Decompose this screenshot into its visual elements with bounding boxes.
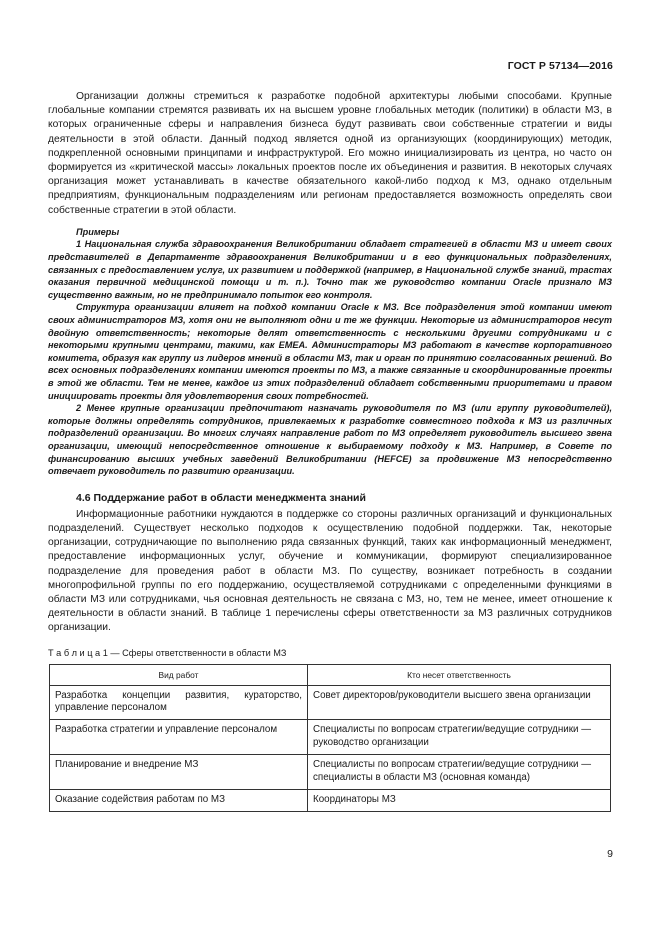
section-heading: 4.6 Поддержание работ в области менеджмента знаний — [76, 491, 366, 504]
table-cell: Специалисты по вопросам стратегии/ведущие сотрудники — руководство организации — [308, 720, 611, 755]
table-cell: Разработка концепции развития, кураторство, управление персоналом — [50, 685, 308, 720]
page-content — [48, 90, 612, 812]
table-row — [50, 685, 611, 720]
table-cell: Координаторы МЗ — [308, 789, 611, 811]
table-cell: Оказание содействия работам по МЗ — [50, 789, 308, 811]
example-1-continuation: Структура организации влияет на подход компании Oracle к МЗ. Все подразделения этой компании имеют своих администраторов МЗ, хотя они не выполняют одни и те же функции. Некоторые из администраторов несут двойную ответственность; некоторые делят ответственность с несколькими другими сотрудниками и с некоторыми крупными центрами, такими, как EMEA. Администраторы МЗ работают в качестве корпоративного комитета, образуя как группу из лидеров мнений в области МЗ, так и орган по принятию согласованных решений. Во всех основных подразделениях компании имеются проекты по МЗ, а также связанные и скоординированные проекты в этой же области. Тем не менее, каждое из этих подразделений обладает собственными приоритетами и правом инициировать проекты для удовлетворения своих потребностей. — [48, 302, 612, 401]
table-header-row — [50, 664, 611, 685]
intro-paragraph: Организации должны стремиться к разработке подобной архитектуры любыми способами. Крупные глобальные компании стремятся развивать их на высшем уровне глобальных методик (политики) в области МЗ, в которых ограниченные сферы и направления бизнеса будут развивать свои собственные стратегии и виды деятельности в этой области. Данный подход является одной из организующих (координирующих) методик, подкрепленной основными принципами и инфраструктурой. Его можно инициализировать из центра, но часто он формируется из «критической массы» локальных проектов после их объединения и развития. В некоторых случаях организация может устанавливать в качестве обязательного какой-либо подход к МЗ, однако отдельным предприятиям, функциональным подразделениям или регионам предоставляется возможность определять свои собственные стратегии в этой области. — [48, 91, 612, 216]
table-caption: Т а б л и ц а 1 — Сферы ответственности в области МЗ — [48, 647, 287, 658]
column-header-responsible: Кто несет ответственность — [308, 664, 611, 685]
examples-title: Примеры — [76, 226, 120, 237]
example-2: 2 Менее крупные организации предпочитают назначать руководителя по МЗ (или группу руководителей), которые должны определять сотрудников, привлекаемых к разработке совместного подхода к МЗ из различных подразделений организации. Во многих случаях направление работ по МЗ определяет руководитель высшего звена организации, имеющий непосредственное отношение к выбираемому подходу к МЗ. Например, в Совете по финансированию высших учебных заведений Великобритании (HEFCE) за продвижение МЗ непосредственно отвечает руководитель по развитию организации. — [48, 403, 612, 477]
table-cell: Планирование и внедрение МЗ — [50, 755, 308, 790]
column-header-work-type: Вид работ — [50, 664, 308, 685]
responsibility-table — [49, 664, 611, 813]
table-row — [50, 755, 611, 790]
document-id: ГОСТ Р 57134—2016 — [507, 60, 613, 72]
table-row — [50, 789, 611, 811]
table-row — [50, 720, 611, 755]
table-cell: Специалисты по вопросам стратегии/ведущие сотрудники — специалисты в области МЗ (основная команда) — [308, 755, 611, 790]
section-paragraph: Информационные работники нуждаются в поддержке со стороны различных организаций и функциональных подразделений. Существует несколько подходов к осуществлению подобной поддержки. Так, некоторые организации, сотрудничающие по выполнению ряда связанных функций, таких как информационный менеджмент, предоставление информационных услуг, обучение и коммуникации, формируют специализированное подразделение для проведения работ в области МЗ. По существу, возникает потребность в создании многопрофильной группы по его поддержанию, осуществляемой сотрудниками с определенными функциями в области МЗ или сотрудниками, чья основная деятельность не связана с МЗ, но, тем не менее, имеет отношение к деятельности в области знаний. В таблице 1 перечислены сферы ответственности за МЗ различных сотрудников организации. — [48, 508, 612, 634]
table-cell: Совет директоров/руководители высшего звена организации — [308, 685, 611, 720]
example-1: 1 Национальная служба здравоохранения Великобритании обладает стратегией в области МЗ и имеет своих представителей в Департаменте здравоохранения Великобритании и в его функциональных подразделениях, связанных с предоставлением услуг, их развитием и поддержкой (например, в Национальной службе знаний, трастах оказания первичной медицинской помощи и т. п.). Точно так же руководство компании Oracle признало МЗ существенно важным, но не предпринимало попыток его контроля. — [48, 239, 612, 300]
table-cell: Разработка стратегии и управление персоналом — [50, 720, 308, 755]
page-number: 9 — [607, 848, 613, 860]
